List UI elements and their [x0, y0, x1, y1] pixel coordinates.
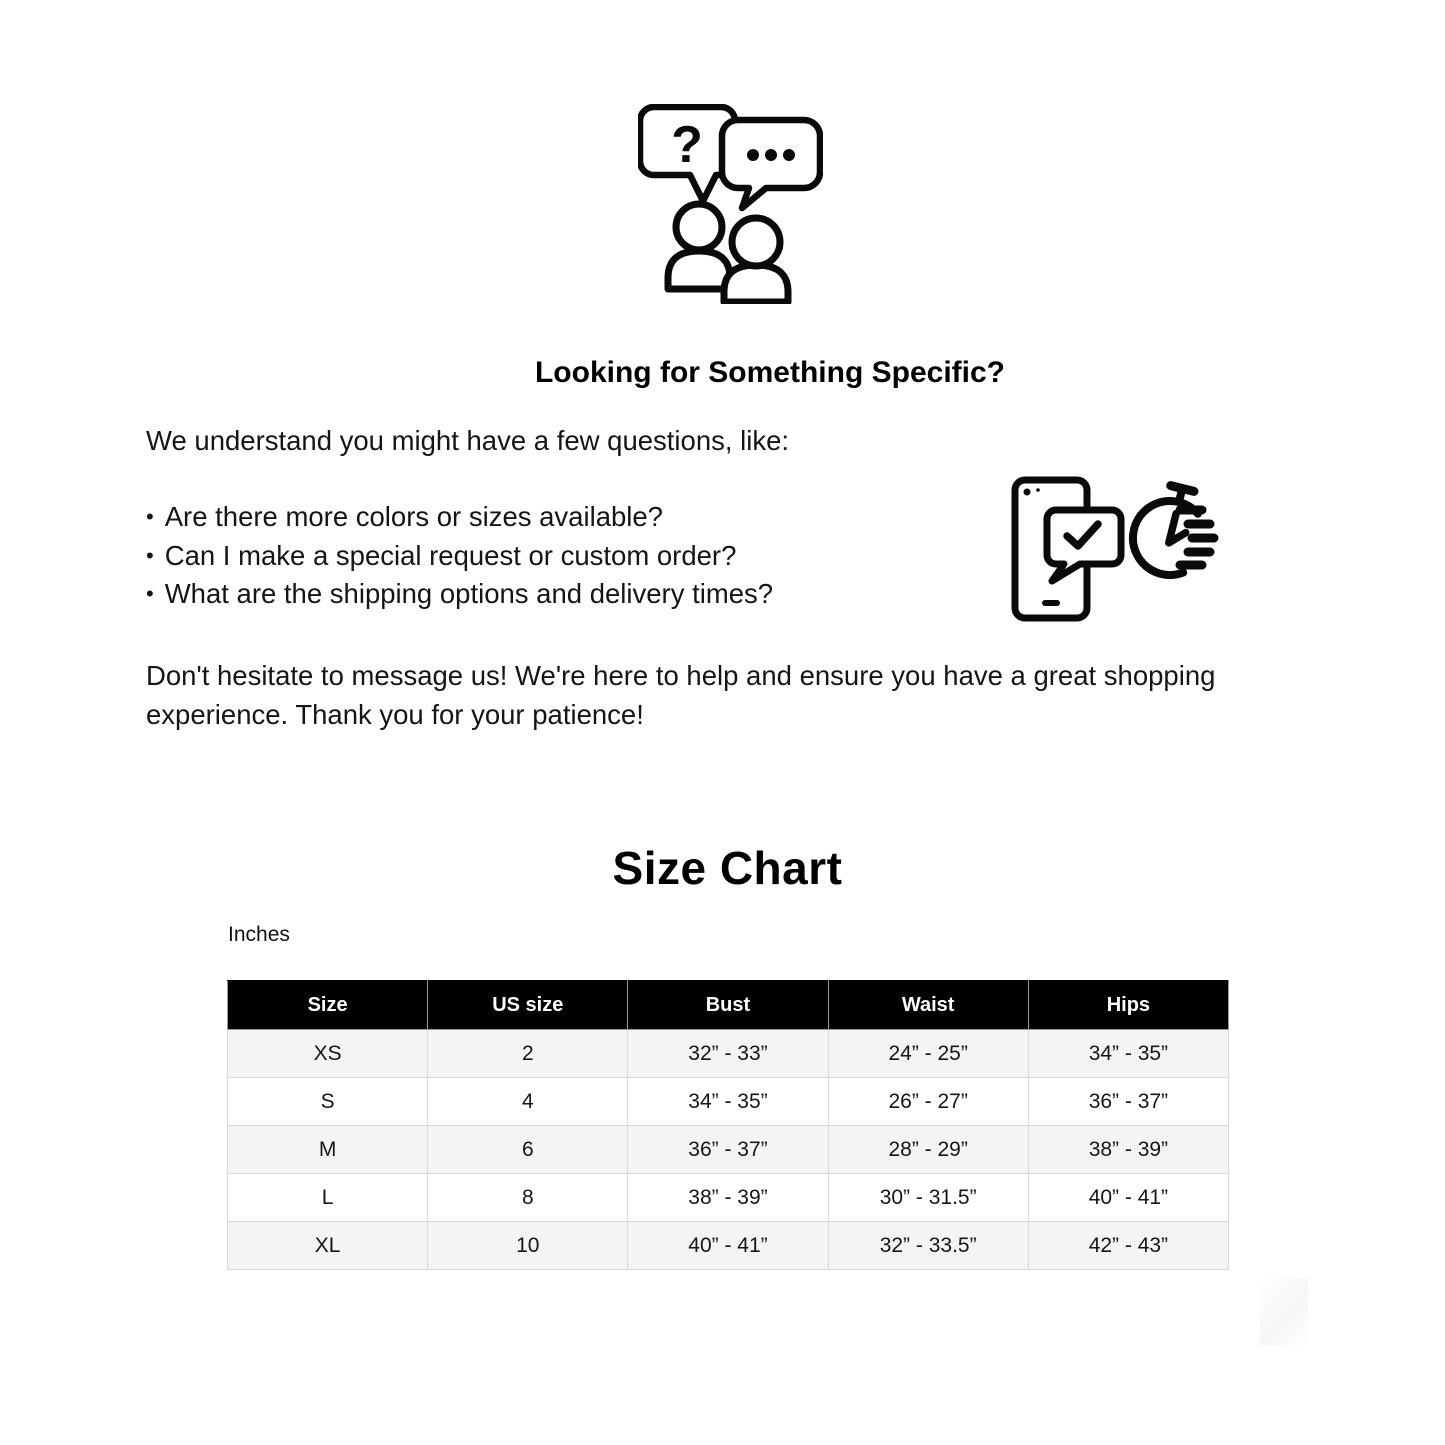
cell-hips: 38” - 39”: [1028, 1126, 1228, 1174]
cell-size: S: [228, 1078, 428, 1126]
cell-size: XL: [228, 1222, 428, 1270]
chat-people-icon: [638, 104, 823, 304]
question-text: Are there more colors or sizes available?: [164, 501, 663, 532]
question-mark-glyph: ?: [671, 116, 703, 174]
question-text: What are the shipping options and delivery times?: [164, 578, 774, 609]
phone-camera-dot-small: [1036, 488, 1040, 492]
cell-waist: 30” - 31.5”: [828, 1174, 1028, 1222]
table-row-s: [228, 1078, 1229, 1126]
table-row-xl: [228, 1222, 1229, 1270]
stopwatch-cap: [1171, 486, 1194, 492]
table-row-m: [228, 1126, 1229, 1174]
col-header-size: Size: [228, 981, 428, 1030]
cell-size: XS: [228, 1030, 428, 1078]
col-header-waist: Waist: [828, 981, 1028, 1030]
cell-hips: 42” - 43”: [1028, 1222, 1228, 1270]
closing-text: Don't hesitate to message us! We're here to help and ensure you have a great shopping experience. Thank you for your patience!: [146, 660, 1216, 730]
question-list: [146, 501, 1006, 617]
stopwatch-hand: [1169, 514, 1190, 546]
cell-us-size: 6: [428, 1126, 628, 1174]
size-chart-table: [227, 980, 1229, 1270]
unit-label: Inches: [228, 923, 290, 946]
cell-size: L: [228, 1174, 428, 1222]
col-header-us-size: US size: [428, 981, 628, 1030]
col-header-hips: Hips: [1028, 981, 1228, 1030]
bullet-icon: •: [146, 542, 154, 568]
person-front-head: [732, 218, 780, 266]
question-text: Can I make a special request or custom order?: [164, 539, 737, 571]
cell-waist: 32” - 33.5”: [828, 1222, 1028, 1270]
person-front-body: [724, 265, 788, 302]
question-item: [146, 501, 1006, 540]
cell-hips: 36” - 37”: [1028, 1078, 1228, 1126]
bullet-icon: •: [146, 581, 154, 606]
phone-home-bar: [1042, 600, 1060, 606]
cell-us-size: 8: [428, 1174, 628, 1222]
cell-bust: 34” - 35”: [628, 1078, 828, 1126]
cell-waist: 24” - 25”: [828, 1030, 1028, 1078]
col-header-bust: Bust: [628, 981, 828, 1030]
cell-us-size: 2: [428, 1030, 628, 1078]
dot-icon: [783, 149, 795, 161]
cell-us-size: 4: [428, 1078, 628, 1126]
person-back-head: [676, 204, 722, 250]
cell-hips: 34” - 35”: [1028, 1030, 1228, 1078]
cell-size: M: [228, 1126, 428, 1174]
table-row-l: [228, 1174, 1229, 1222]
cell-bust: 38” - 39”: [628, 1174, 828, 1222]
dot-icon: [765, 149, 777, 161]
phone-camera-dot: [1024, 489, 1031, 496]
phone-stopwatch-icon: [1010, 476, 1220, 624]
cell-hips: 40” - 41”: [1028, 1174, 1228, 1222]
bullet-icon: •: [146, 504, 154, 529]
section-title: Looking for Something Specific?: [534, 356, 1005, 389]
cell-us-size: 10: [428, 1222, 628, 1270]
cell-waist: 26” - 27”: [828, 1078, 1028, 1126]
question-item: [146, 578, 1006, 617]
intro-text: We understand you might have a few questions, like:: [146, 425, 790, 456]
size-chart-title: Size Chart: [612, 842, 843, 894]
cell-bust: 40” - 41”: [628, 1222, 828, 1270]
cell-bust: 32” - 33”: [628, 1030, 828, 1078]
person-back-body: [668, 251, 730, 289]
dot-icon: [747, 149, 759, 161]
cell-waist: 28” - 29”: [828, 1126, 1028, 1174]
table-row-xs: [228, 1030, 1229, 1078]
speech-bubble-dots: [722, 120, 820, 208]
cell-bust: 36” - 37”: [628, 1126, 828, 1174]
question-item: [146, 540, 1006, 579]
table-header-row: [228, 981, 1229, 1030]
faint-watermark: [1260, 1278, 1308, 1346]
